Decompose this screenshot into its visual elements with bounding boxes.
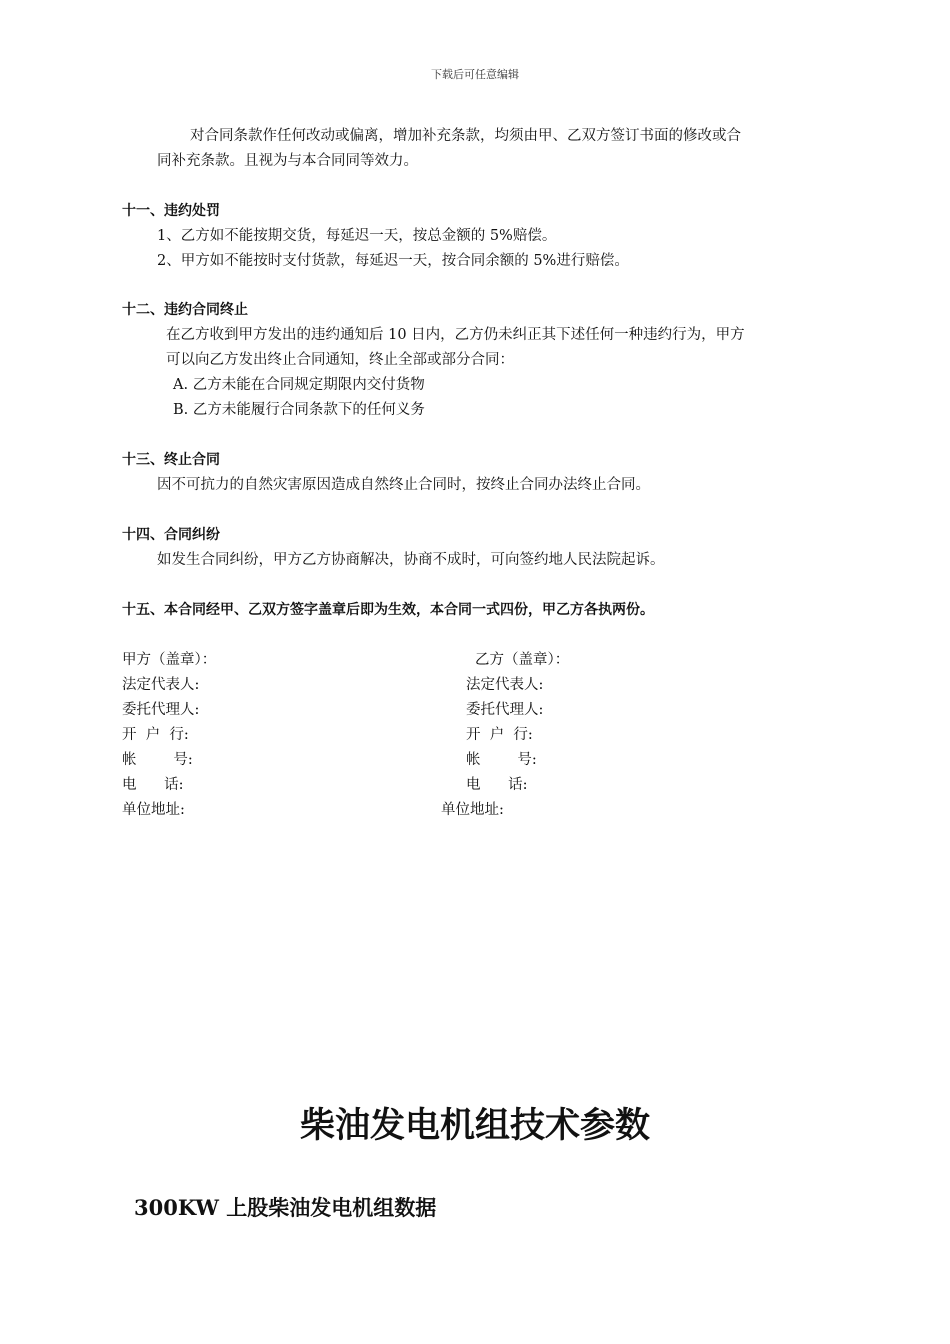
party-b-phone: 电 话: [466,777,528,793]
section-11-item-1: 1、乙方如不能按期交货，每延迟一天，按总金额的 5%赔偿。 [157,228,557,244]
section-11-heading: 十一、违约处罚 [122,203,220,219]
document-subtitle: 300KW 上股柴油发电机组数据 [134,1195,437,1220]
page-header: 下载后可任意编辑 [431,68,519,81]
section-11-item-2: 2、甲方如不能按时支付货款，每延迟一天，按合同余额的 5%进行赔偿。 [157,253,629,269]
party-b-bank: 开 户 行: [466,727,533,743]
document-title: 柴油发电机组技术参数 [299,1106,650,1146]
party-b-agent: 委托代理人: [466,702,544,718]
section-12-line-2: 可以向乙方发出终止合同通知，终止全部或部分合同： [166,352,514,368]
section-12-line-1: 在乙方收到甲方发出的违约通知后 10 日内，乙方仍未纠正其下述任何一种违约行为，甲方 [166,327,745,343]
party-b-account: 帐 号: [466,752,537,768]
section-15-heading: 十五、本合同经甲、乙双方签字盖章后即为生效，本合同一式四份，甲乙方各执两份。 [122,602,654,618]
party-b-legal-rep: 法定代表人: [466,677,544,693]
party-a-phone: 电 话: [122,777,184,793]
party-a-seal: 甲方（盖章）： [122,652,217,668]
party-a-agent: 委托代理人: [122,702,200,718]
section-12-item-a: A. 乙方未能在合同规定期限内交付货物 [173,377,425,393]
section-12-heading: 十二、违约合同终止 [122,302,248,318]
section-14-text: 如发生合同纠纷，甲方乙方协商解决，协商不成时，可向签约地人民法院起诉。 [157,552,665,568]
party-a-legal-rep: 法定代表人: [122,677,200,693]
section-12-item-b: B. 乙方未能履行合同条款下的任何义务 [173,402,425,418]
party-a-address: 单位地址: [122,802,185,818]
section-14-heading: 十四、合同纠纷 [122,527,220,543]
intro-line-2: 同补充条款。且视为与本合同同等效力。 [157,153,418,169]
section-13-text: 因不可抗力的自然灾害原因造成自然终止合同时，按终止合同办法终止合同。 [157,477,650,493]
party-a-account: 帐 号: [122,752,193,768]
party-a-bank: 开 户 行: [122,727,189,743]
party-b-address: 单位地址: [441,802,504,818]
party-b-seal: 乙方（盖章）： [475,652,570,668]
section-13-heading: 十三、终止合同 [122,452,220,468]
intro-line-1: 对合同条款作任何改动或偏离，增加补充条款，均须由甲、乙双方签订书面的修改或合 [190,128,741,144]
